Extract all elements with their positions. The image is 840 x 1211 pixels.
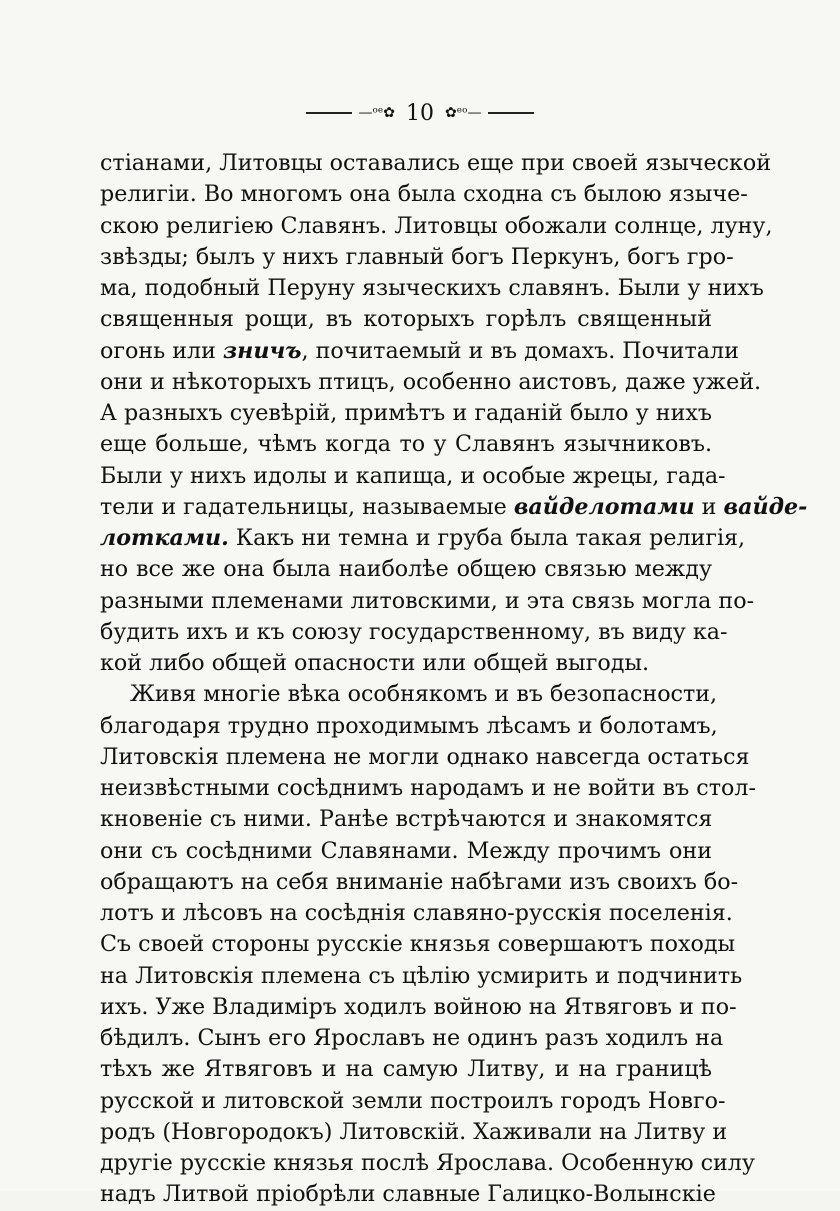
text-line: неизвѣстными сосѣднимъ народамъ и не войти въ стол- [100,775,756,801]
text-line: ма, подобный Перуну языческихъ славянъ. Были у нихъ [100,275,764,301]
text-line: благодаря трудно проходимымъ лѣсамъ и болотамъ, [100,712,718,739]
text-line: Съ своей стороны русскіе князья совершаютъ походы [100,931,736,958]
text-line: будить ихъ и къ союзу государственному, въ виду ка- [100,618,728,645]
text-line: надъ Литвой пріобрѣли славные Галицко-Волынскіе [100,1181,716,1208]
text-line: бѣдилъ. Сынъ его Ярославъ не одинъ разъ ходилъ на [100,1025,724,1051]
emphasized-term: зничъ [223,337,302,364]
text-line: стіанами, Литовцы оставались еще при своей языческой [100,150,772,176]
text-line: родъ (Новгородокъ) Литовскій. Хаживали на Литву и [100,1118,728,1145]
text-line: на Литовскія племена съ цѣлію усмирить и подчинить [100,962,743,989]
text-line [100,492,808,523]
text-line: русской и литовской земли построилъ городъ Новго- [100,1087,726,1114]
text-line [100,336,739,367]
page-number: 10 [406,100,434,126]
header-right-rule [488,112,534,114]
emphasized-term: вайделотами [513,493,695,520]
text-segment: тели и гадательницы, называемые [100,493,514,520]
header-left-ornament: —ᵒᵉ✿ [358,105,395,121]
text-line: А разныхъ суевѣрій, примѣтъ и гаданій было у нихъ [100,400,712,426]
paragraph-1 [100,148,808,679]
header-right-ornament: ✿ᵉᵒ— [445,105,482,121]
text-line: еще больше, чѣмъ когда то у Славянъ язычниковъ. [100,431,712,458]
text-line: тѣхъ же Ятвяговъ и на самую Литву, и на границѣ [100,1056,712,1083]
text-line: Были у нихъ идолы и капища, и особые жрецы, гада- [100,462,726,489]
text-line: Живя многіе вѣка особнякомъ и въ безопасности, [130,681,718,708]
text-line: кновеніе съ ними. Ранѣе встрѣчаются и знакомятся [100,806,713,833]
text-line: Литовскія племена не могли однако навсегда остаться [100,743,750,770]
text-line: обращаютъ на себя вниманіе набѣгами изъ своихъ бо- [100,868,739,895]
header-left-rule [306,112,352,114]
text-line: ихъ. Уже Владиміръ ходилъ войною на Ятвяговъ и по- [100,993,737,1020]
text-line: другіе русскіе князья послѣ Ярослава. Особенную силу [100,1150,755,1176]
text-segment: и [694,493,724,520]
text-line: лотъ и лѣсовъ на сосѣднія славяно-русскія поселенія. [100,900,733,926]
emphasized-term: лотками. [100,525,229,551]
text-segment: , почитаемый и въ домахъ. Почитали [301,337,739,364]
text-line: священныя рощи, въ которыхъ горѣлъ священный [100,306,712,333]
paragraph-2 [100,679,756,1210]
text-line: религіи. Во многомъ она была сходна съ былою языче- [100,181,748,208]
text-line: кой либо общей опасности или общей выгоды. [100,650,650,676]
text-line: но все же она была наиболѣе общею связью между [100,556,712,583]
text-line [100,523,746,554]
emphasized-term: вайде- [723,493,808,520]
text-segment: Какъ ни темна и груба была такая религія, [228,525,746,551]
text-line: они съ сосѣдними Славянами. Между прочимъ они [100,837,712,864]
text-line: они и нѣкоторыхъ птицъ, особенно аистовъ, даже ужей. [100,368,762,395]
text-line: разными племенами литовскими, и эта связь могла по- [100,587,755,614]
body-text [100,148,808,1211]
text-line: звѣзды; былъ у нихъ главный богъ Перкунъ, богъ гро- [100,243,734,270]
text-segment: огонь или [100,337,223,364]
page-header [0,100,840,126]
text-line: скою религіею Славянъ. Литовцы обожали солнце, луну, [100,212,773,239]
